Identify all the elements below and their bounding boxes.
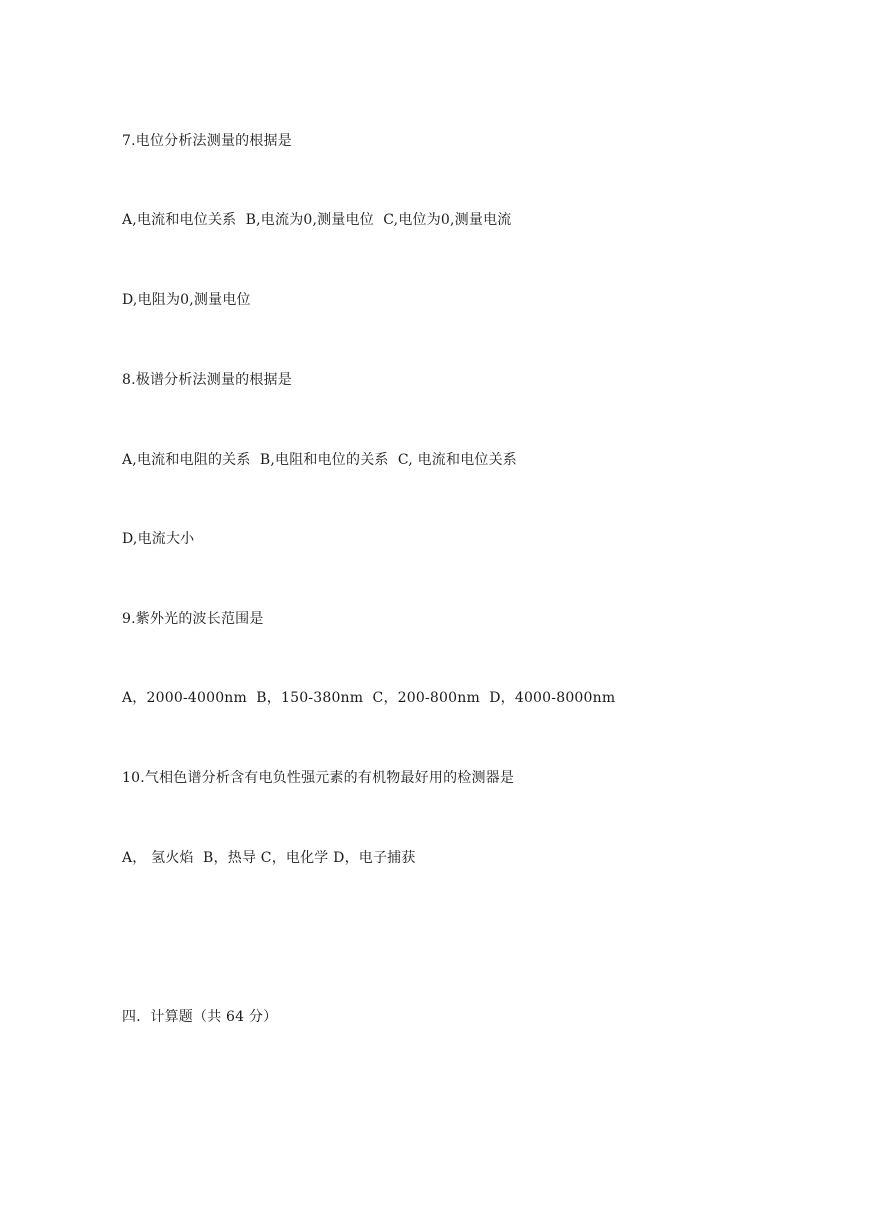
- question-8-options-row-2: D,电流大小: [122, 531, 195, 547]
- question-9-stem: 9.紫外光的波长范围是: [122, 611, 264, 627]
- question-10-stem: 10.气相色谱分析含有电负性强元素的有机物最好用的检测器是: [122, 770, 515, 786]
- question-9-options-row-1: A，2000-4000nm B，150-380nm C，200-800nm D，4000-8000nm: [122, 690, 616, 706]
- section-heading: 四．计算题（共 64 分）: [122, 1009, 278, 1025]
- question-10-options-row-1: A， 氢火焰 B，热导 C，电化学 D，电子捕获: [122, 850, 416, 866]
- question-7-stem: 7.电位分析法测量的根据是: [122, 133, 292, 149]
- question-8-options-row-1: A,电流和电阻的关系 B,电阻和电位的关系 C, 电流和电位关系: [122, 452, 518, 468]
- question-7-options-row-2: D,电阻为0,测量电位: [122, 292, 251, 308]
- question-8-stem: 8.极谱分析法测量的根据是: [122, 372, 292, 388]
- question-7-options-row-1: A,电流和电位关系 B,电流为0,测量电位 C,电位为0,测量电流: [122, 212, 512, 228]
